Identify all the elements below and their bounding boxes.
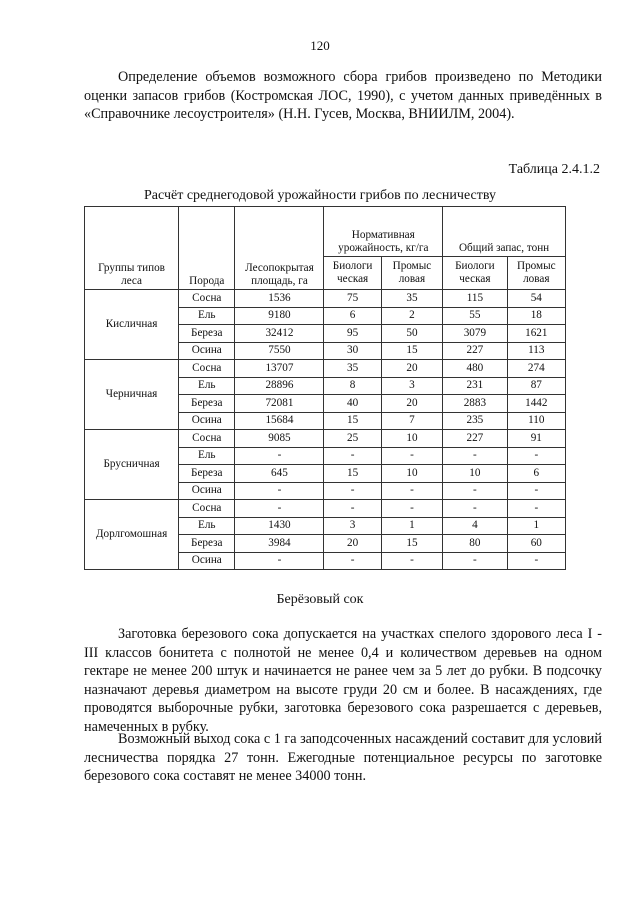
header-com-yield: Промыс ловая — [381, 257, 442, 290]
area-cell: 72081 — [235, 395, 324, 413]
com-stock-cell: 18 — [507, 307, 565, 325]
bio-yield-cell: 15 — [324, 465, 381, 483]
bio-stock-cell: 4 — [443, 517, 507, 535]
header-bio-yield: Биологи ческая — [324, 257, 381, 290]
bio-stock-cell: 115 — [443, 290, 507, 308]
bio-yield-cell: 35 — [324, 360, 381, 378]
species-cell: Сосна — [179, 500, 235, 518]
species-cell: Осина — [179, 412, 235, 430]
species-cell: Ель — [179, 377, 235, 395]
com-stock-cell: - — [507, 447, 565, 465]
com-yield-cell: 20 — [381, 360, 442, 378]
page-number: 120 — [310, 38, 330, 53]
com-stock-cell: 91 — [507, 430, 565, 448]
species-cell: Осина — [179, 482, 235, 500]
bio-stock-cell: 227 — [443, 342, 507, 360]
paragraph-sap-harvest — [84, 625, 602, 736]
com-yield-cell: 15 — [381, 535, 442, 553]
species-cell: Сосна — [179, 360, 235, 378]
intro-paragraph-text: Определение объемов возможного сбора грибов произведено по Методики оценки запасов грибов (Костромская ЛОС, 1990), с учетом данных приведённых в «Справочнике лесоустроителя» (Н.Н. Гусев, Москва, ВНИИЛМ, 2004). — [84, 69, 602, 122]
group-name-cell: Дорлгомошная — [85, 500, 179, 570]
com-stock-cell: 60 — [507, 535, 565, 553]
header-norm-spacer — [324, 207, 443, 224]
table-title: Расчёт среднегодовой урожайности грибов по лесничеству — [144, 188, 496, 203]
bio-stock-cell: - — [443, 552, 507, 570]
species-cell: Береза — [179, 465, 235, 483]
area-cell: - — [235, 500, 324, 518]
group-name-cell: Кисличная — [85, 290, 179, 360]
com-yield-cell: 35 — [381, 290, 442, 308]
group-name-cell: Черничная — [85, 360, 179, 430]
com-yield-cell: 1 — [381, 517, 442, 535]
paragraph-sap-harvest-text: Заготовка березового сока допускается на участках спелого здорового леса I - III классов бонитета с полнотой не менее 0,4 и количеством деревьев на одном гектаре не менее 200 штук и начинается не ранее чем за 5 лет до рубки. В подсочку назначают деревья диаметром на высоте груди 20 см и более. В насаждениях, где проводятся выборочные рубки, заготовка березового сока разрешается с деревьев, намеченных в рубку. — [84, 626, 602, 735]
table-body — [85, 290, 566, 570]
bio-stock-cell: 227 — [443, 430, 507, 448]
bio-yield-cell: 25 — [324, 430, 381, 448]
area-cell: 1536 — [235, 290, 324, 308]
species-cell: Береза — [179, 535, 235, 553]
table-row — [85, 430, 566, 448]
bio-stock-cell: - — [443, 500, 507, 518]
table-caption: Таблица 2.4.1.2 — [508, 162, 600, 177]
bio-yield-cell: 20 — [324, 535, 381, 553]
bio-stock-cell: 55 — [443, 307, 507, 325]
area-cell: - — [235, 447, 324, 465]
bio-yield-cell: - — [324, 447, 381, 465]
bio-yield-cell: - — [324, 500, 381, 518]
paragraph-sap-yield — [84, 730, 602, 786]
bio-yield-cell: 95 — [324, 325, 381, 343]
com-stock-cell: - — [507, 482, 565, 500]
paragraph-sap-yield-text: Возможный выход сока с 1 га заподсоченных насаждений составит для условий лесничества порядка 27 тонн. Ежегодные потенциальное ресурсы по заготовке березового сока составят не менее 34000 тонн. — [84, 731, 602, 784]
bio-yield-cell: 3 — [324, 517, 381, 535]
com-stock-cell: 6 — [507, 465, 565, 483]
com-stock-cell: - — [507, 500, 565, 518]
com-yield-cell: 7 — [381, 412, 442, 430]
area-cell: 645 — [235, 465, 324, 483]
bio-yield-cell: 15 — [324, 412, 381, 430]
com-yield-cell: 10 — [381, 430, 442, 448]
bio-stock-cell: 235 — [443, 412, 507, 430]
header-total-stock: Общий запас, тонн — [443, 223, 566, 257]
com-stock-cell: 1 — [507, 517, 565, 535]
bio-stock-cell: 80 — [443, 535, 507, 553]
area-cell: 9085 — [235, 430, 324, 448]
com-yield-cell: 2 — [381, 307, 442, 325]
header-area: Лесопокрытая площадь, га — [235, 207, 324, 290]
com-yield-cell: 50 — [381, 325, 442, 343]
com-stock-cell: 1442 — [507, 395, 565, 413]
com-stock-cell: 274 — [507, 360, 565, 378]
area-cell: 32412 — [235, 325, 324, 343]
com-yield-cell: 20 — [381, 395, 442, 413]
bio-stock-cell: 3079 — [443, 325, 507, 343]
species-cell: Ель — [179, 447, 235, 465]
species-cell: Осина — [179, 342, 235, 360]
species-cell: Береза — [179, 395, 235, 413]
table-row — [85, 360, 566, 378]
com-yield-cell: - — [381, 500, 442, 518]
com-stock-cell: 87 — [507, 377, 565, 395]
com-stock-cell: 113 — [507, 342, 565, 360]
com-yield-cell: - — [381, 482, 442, 500]
header-group: Группы типов леса — [85, 207, 179, 290]
header-com-stock: Промыс ловая — [507, 257, 565, 290]
bio-stock-cell: 231 — [443, 377, 507, 395]
area-cell: 9180 — [235, 307, 324, 325]
bio-yield-cell: - — [324, 552, 381, 570]
area-cell: 28896 — [235, 377, 324, 395]
bio-yield-cell: 75 — [324, 290, 381, 308]
com-yield-cell: 10 — [381, 465, 442, 483]
area-cell: 13707 — [235, 360, 324, 378]
com-stock-cell: 110 — [507, 412, 565, 430]
species-cell: Осина — [179, 552, 235, 570]
bio-yield-cell: 6 — [324, 307, 381, 325]
area-cell: 1430 — [235, 517, 324, 535]
header-bio-stock: Биологи ческая — [443, 257, 507, 290]
bio-stock-cell: 10 — [443, 465, 507, 483]
bio-stock-cell: 480 — [443, 360, 507, 378]
com-yield-cell: 15 — [381, 342, 442, 360]
area-cell: 3984 — [235, 535, 324, 553]
com-yield-cell: 3 — [381, 377, 442, 395]
mushroom-yield-table — [84, 206, 566, 570]
header-stock-spacer — [443, 207, 566, 224]
table-row — [85, 500, 566, 518]
com-stock-cell: - — [507, 552, 565, 570]
species-cell: Сосна — [179, 290, 235, 308]
com-yield-cell: - — [381, 552, 442, 570]
bio-stock-cell: - — [443, 482, 507, 500]
com-stock-cell: 1621 — [507, 325, 565, 343]
header-norm-yield: Нормативная урожайность, кг/га — [324, 223, 443, 257]
bio-yield-cell: 40 — [324, 395, 381, 413]
species-cell: Ель — [179, 307, 235, 325]
area-cell: 15684 — [235, 412, 324, 430]
bio-yield-cell: 8 — [324, 377, 381, 395]
group-name-cell: Брусничная — [85, 430, 179, 500]
area-cell: 7550 — [235, 342, 324, 360]
header-species: Порода — [179, 207, 235, 290]
bio-stock-cell: 2883 — [443, 395, 507, 413]
com-yield-cell: - — [381, 447, 442, 465]
species-cell: Ель — [179, 517, 235, 535]
area-cell: - — [235, 482, 324, 500]
species-cell: Береза — [179, 325, 235, 343]
area-cell: - — [235, 552, 324, 570]
bio-yield-cell: - — [324, 482, 381, 500]
bio-stock-cell: - — [443, 447, 507, 465]
table-row — [85, 290, 566, 308]
bio-yield-cell: 30 — [324, 342, 381, 360]
intro-paragraph — [84, 68, 602, 124]
com-stock-cell: 54 — [507, 290, 565, 308]
section-title: Берёзовый сок — [276, 592, 364, 607]
species-cell: Сосна — [179, 430, 235, 448]
